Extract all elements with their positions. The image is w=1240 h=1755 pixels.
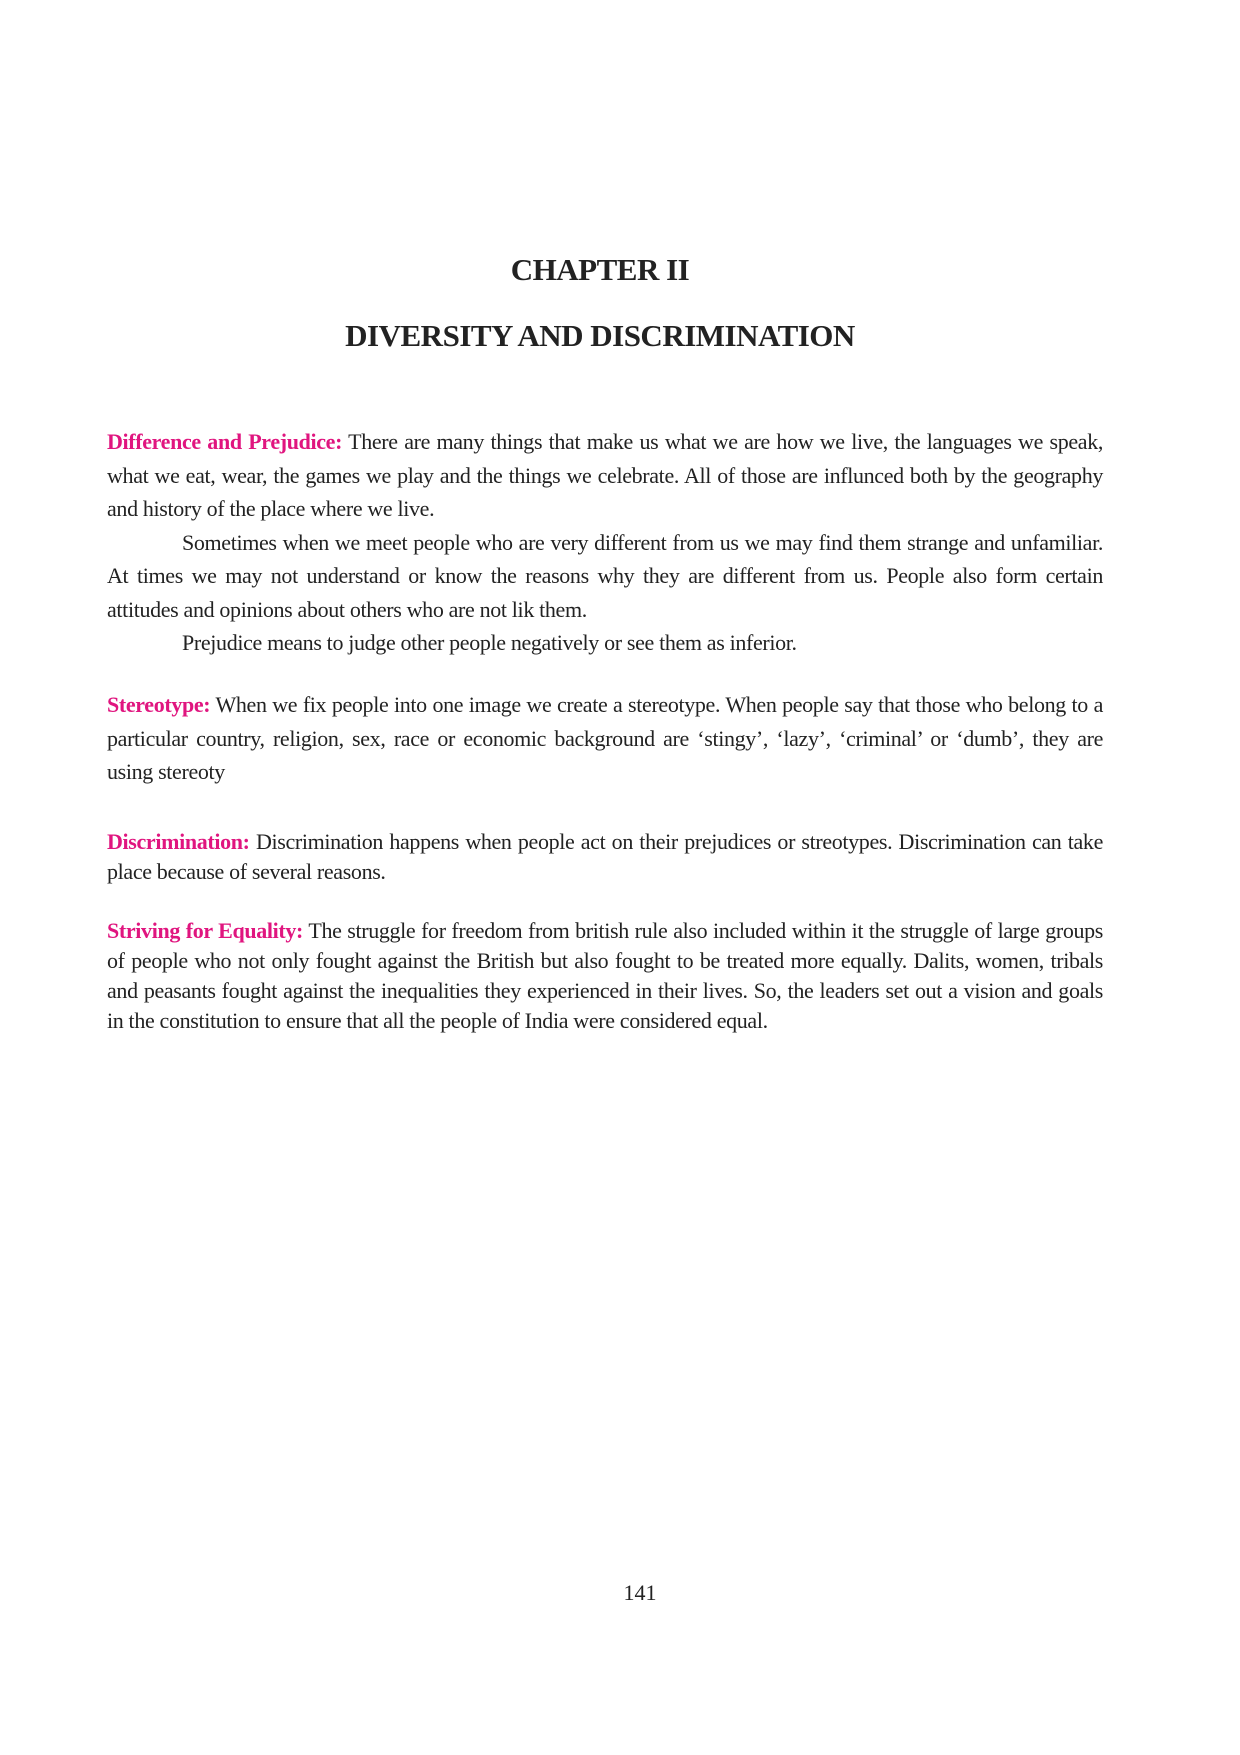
section-text: There are many things that make us what we are how we live, the languages we speak, what we eat, wear, the games we play and the things we celebrate. All of those are influnced both by the geography and history of the place where we live. [107, 429, 1103, 521]
chapter-title: DIVERSITY AND DISCRIMINATION [345, 318, 855, 353]
section-text: The struggle for freedom from british rule also included within it the struggle of large groups of people who not only fought against the British but also fought to be treated more equally. Dalits, women, tribals and peasants fought against the inequalities they experienced in their lives. So, the leaders set out a vision and goals in the constitution to ensure that all the people of India were considered equal. [107, 918, 1103, 1033]
chapter-number: CHAPTER II [510, 252, 690, 287]
section-striving-for-equality [107, 916, 1103, 1036]
section-paragraph [107, 429, 1103, 521]
section-paragraph: Prejudice means to judge other people negatively or see them as inferior. [182, 630, 797, 655]
page-number: 141 [623, 1580, 657, 1605]
section-discrimination [107, 827, 1103, 887]
section-difference-and-prejudice [107, 425, 1103, 660]
section-text: When we fix people into one image we create a stereotype. When people say that those who belong to a particular country, religion, sex, race or economic background are ‘stingy’, ‘lazy’, ‘criminal’ or ‘dumb’, they are using stereoty [107, 692, 1103, 784]
section-heading: Discrimination: [107, 829, 250, 854]
section-heading: Difference and Prejudice: [107, 429, 343, 454]
section-heading: Striving for Equality: [107, 918, 303, 943]
section-text: Discrimination happens when people act on their prejudices or streotypes. Discrimination can take place because of several reasons. [107, 829, 1103, 884]
section-paragraph: Sometimes when we meet people who are very different from us we may find them strange and unfamiliar. At times we may not understand or know the reasons why they are different from us. People also form certain attitudes and opinions about others who are not lik them. [107, 529, 1103, 622]
section-heading: Stereotype: [107, 692, 211, 717]
section-stereotype [107, 688, 1103, 789]
